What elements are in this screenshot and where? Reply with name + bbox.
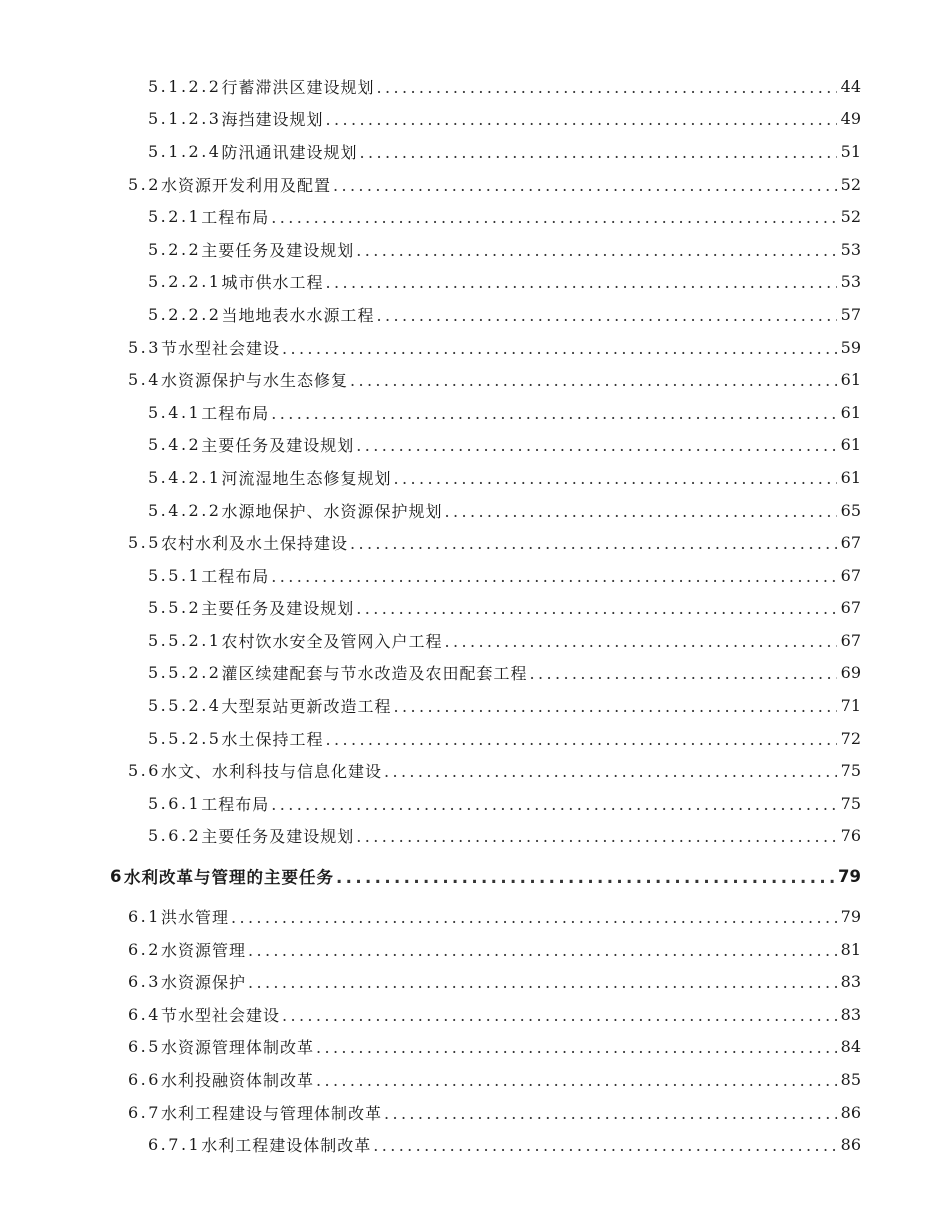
toc-entry-page-number: 53 [840, 272, 861, 292]
toc-entry[interactable] [0, 855, 950, 897]
dot-leader [271, 795, 836, 814]
toc-entry-page-number: 67 [840, 630, 861, 650]
toc-entry-title: 城市供水工程 [221, 273, 324, 293]
toc-entry-page-number: 52 [840, 207, 861, 227]
toc-entry-title: 主要任务及建设规划 [201, 436, 355, 456]
toc-entry-number: 5.1.2.2 [148, 76, 222, 96]
toc-entry-title: 工程布局 [201, 566, 270, 586]
dot-leader [394, 697, 837, 716]
toc-entry-number: 5.1.2.3 [148, 109, 222, 129]
toc-entry-page-number: 83 [840, 972, 861, 992]
toc-entry[interactable] [0, 722, 950, 755]
toc-entry-number: 5.5.2.1 [148, 630, 222, 650]
dot-leader [350, 534, 837, 553]
dot-leader [336, 868, 834, 887]
toc-entry[interactable] [0, 461, 950, 494]
toc-entry[interactable] [0, 168, 950, 201]
toc-entry-title: 水资源保护 [160, 973, 246, 993]
toc-entry-number: 6.1 [128, 907, 161, 927]
toc-entry-title: 水源地保护、水资源保护规划 [221, 501, 443, 521]
toc-entry-number: 5.6.2 [148, 826, 202, 846]
toc-entry-title: 行蓄滞洪区建设规划 [221, 77, 375, 97]
toc-entry-page-number: 85 [840, 1070, 861, 1090]
toc-entry-title: 工程布局 [201, 403, 270, 423]
dot-leader [282, 339, 837, 358]
toc-entry-title: 水土保持工程 [221, 729, 324, 749]
toc-entry-title: 大型泵站更新改造工程 [221, 697, 392, 717]
toc-entry-title: 节水型社会建设 [160, 1005, 280, 1025]
toc-entry-page-number: 83 [840, 1004, 861, 1024]
toc-entry-number: 6.7.1 [148, 1135, 202, 1155]
toc-entry-number: 5.4 [128, 370, 161, 390]
toc-entry-page-number: 61 [840, 402, 861, 422]
toc-entry-title: 水利改革与管理的主要任务 [123, 868, 334, 888]
toc-entry-number: 5.4.2.2 [148, 500, 222, 520]
toc-entry-title: 工程布局 [201, 208, 270, 228]
dot-leader [356, 241, 836, 260]
toc-entry-page-number: 53 [840, 239, 861, 259]
toc-entry-title: 防汛通讯建设规划 [221, 142, 358, 162]
toc-entry-page-number: 67 [840, 598, 861, 618]
toc-entry-page-number: 61 [840, 467, 861, 487]
toc-entry-page-number: 79 [840, 907, 861, 927]
toc-entry-number: 5.2.2.1 [148, 272, 222, 292]
toc-entry-number: 5.5 [128, 533, 161, 553]
toc-entry[interactable] [0, 429, 950, 462]
toc-entry-page-number: 71 [840, 696, 861, 716]
toc-entry-title: 主要任务及建设规划 [201, 599, 355, 619]
toc-entry-title: 主要任务及建设规划 [201, 827, 355, 847]
toc-entry-number: 5.2.1 [148, 207, 202, 227]
toc-entry[interactable] [0, 624, 950, 657]
toc-entry-page-number: 84 [840, 1037, 861, 1057]
toc-entry-title: 河流湿地生态修复规划 [221, 468, 392, 488]
dot-leader [326, 730, 837, 749]
toc-entry-number: 5.4.2 [148, 435, 202, 455]
toc-entry[interactable] [0, 103, 950, 136]
dot-leader [316, 1038, 837, 1057]
dot-leader [271, 567, 836, 586]
toc-entry-title: 农村水利及水土保持建设 [160, 534, 348, 554]
dot-leader [248, 973, 837, 992]
toc-entry-page-number: 75 [840, 793, 861, 813]
toc-entry-page-number: 67 [840, 533, 861, 553]
dot-leader [356, 436, 836, 455]
toc-entry-page-number: 51 [840, 141, 861, 161]
toc-entry-number: 5.1.2.4 [148, 141, 222, 161]
toc-entry[interactable] [0, 689, 950, 722]
toc-entry[interactable] [0, 233, 950, 266]
dot-leader [271, 208, 836, 227]
toc-entry-number: 5.5.2.2 [148, 663, 222, 683]
toc-entry[interactable] [0, 331, 950, 364]
toc-entry-page-number: 81 [840, 939, 861, 959]
toc-entry[interactable] [0, 494, 950, 527]
toc-entry[interactable] [0, 998, 950, 1031]
dot-leader [445, 502, 837, 521]
toc-entry-title: 水资源管理 [160, 940, 246, 960]
toc-entry[interactable] [0, 754, 950, 787]
toc-entry-page-number: 65 [840, 500, 861, 520]
toc-entry-title: 灌区续建配套与节水改造及农田配套工程 [221, 664, 528, 684]
toc-entry-number: 5.4.1 [148, 402, 202, 422]
toc-entry-title: 水利工程建设体制改革 [201, 1136, 372, 1156]
toc-entry-title: 主要任务及建设规划 [201, 240, 355, 260]
dot-leader [333, 176, 837, 195]
toc-entry[interactable] [0, 135, 950, 168]
toc-entry-page-number: 76 [840, 826, 861, 846]
dot-leader [384, 1104, 837, 1123]
toc-entry-title: 工程布局 [201, 794, 270, 814]
toc-entry[interactable] [0, 787, 950, 820]
toc-entry-title: 当地地表水水源工程 [221, 305, 375, 325]
toc-entry-page-number: 79 [838, 866, 861, 886]
dot-leader [350, 371, 837, 390]
toc-entry-title: 水利工程建设与管理体制改革 [160, 1103, 382, 1123]
toc-entry-page-number: 69 [840, 663, 861, 683]
toc-entry-number: 5.2 [128, 174, 161, 194]
toc-entry-number: 5.2.2 [148, 239, 202, 259]
dot-leader [282, 1006, 837, 1025]
toc-entry[interactable] [0, 1031, 950, 1064]
toc-entry-page-number: 49 [840, 109, 861, 129]
toc-entry[interactable] [0, 298, 950, 331]
toc-entry-page-number: 86 [840, 1102, 861, 1122]
dot-leader [445, 632, 837, 651]
toc-entry-page-number: 52 [840, 174, 861, 194]
toc-entry-number: 6.3 [128, 972, 161, 992]
toc-entry-number: 5.5.2.4 [148, 696, 222, 716]
toc-entry-title: 水利投融资体制改革 [160, 1071, 314, 1091]
toc-entry-number: 5.6.1 [148, 793, 202, 813]
toc-entry-page-number: 75 [840, 761, 861, 781]
dot-leader [271, 404, 836, 423]
toc-entry-title: 海挡建设规划 [221, 110, 324, 130]
toc-entry-title: 水文、水利科技与信息化建设 [160, 762, 382, 782]
dot-leader [384, 762, 837, 781]
toc-entry-title: 节水型社会建设 [160, 338, 280, 358]
toc-entry[interactable] [0, 657, 950, 690]
toc-entry[interactable] [0, 70, 950, 103]
toc-entry-title: 农村饮水安全及管网入户工程 [221, 631, 443, 651]
toc-entry[interactable] [0, 396, 950, 429]
toc-entry-number: 6 [110, 866, 124, 886]
toc-entry-number: 6.7 [128, 1102, 161, 1122]
toc-entry-page-number: 72 [840, 728, 861, 748]
toc-entry-number: 5.4.2.1 [148, 467, 222, 487]
toc-entry-number: 5.3 [128, 337, 161, 357]
toc-entry[interactable] [0, 592, 950, 625]
dot-leader [394, 469, 837, 488]
toc-entry-page-number: 61 [840, 370, 861, 390]
toc-entry[interactable] [0, 900, 950, 933]
toc-entry[interactable] [0, 820, 950, 853]
toc-entry-title: 水资源保护与水生态修复 [160, 371, 348, 391]
dot-leader [356, 599, 836, 618]
toc-entry[interactable] [0, 266, 950, 299]
toc-entry-page-number: 59 [840, 337, 861, 357]
dot-leader [373, 1136, 836, 1155]
dot-leader [377, 306, 837, 325]
toc-entry[interactable] [0, 1063, 950, 1096]
toc-entry-number: 5.2.2.2 [148, 304, 222, 324]
dot-leader [326, 110, 837, 129]
toc-entry-number: 6.6 [128, 1070, 161, 1090]
toc-entry[interactable] [0, 1096, 950, 1129]
table-of-contents [0, 70, 950, 1161]
toc-entry[interactable] [0, 200, 950, 233]
toc-entry-title: 水资源管理体制改革 [160, 1038, 314, 1058]
toc-entry-number: 6.5 [128, 1037, 161, 1057]
toc-entry-number: 5.5.2.5 [148, 728, 222, 748]
toc-entry[interactable] [0, 526, 950, 559]
toc-entry-number: 6.4 [128, 1004, 161, 1024]
dot-leader [248, 941, 837, 960]
dot-leader [377, 78, 837, 97]
dot-leader [316, 1071, 837, 1090]
dot-leader [231, 908, 837, 927]
toc-entry-page-number: 86 [840, 1135, 861, 1155]
toc-entry[interactable] [0, 965, 950, 998]
toc-entry[interactable] [0, 363, 950, 396]
dot-leader [360, 143, 837, 162]
toc-entry-number: 5.5.1 [148, 565, 202, 585]
toc-entry[interactable] [0, 1128, 950, 1161]
dot-leader [356, 827, 836, 846]
toc-entry-page-number: 61 [840, 435, 861, 455]
toc-entry-number: 5.6 [128, 761, 161, 781]
toc-entry-title: 水资源开发利用及配置 [160, 175, 331, 195]
toc-entry-number: 5.5.2 [148, 598, 202, 618]
toc-entry-number: 6.2 [128, 939, 161, 959]
toc-entry-title: 洪水管理 [160, 908, 229, 928]
toc-entry-page-number: 67 [840, 565, 861, 585]
dot-leader [326, 273, 837, 292]
dot-leader [530, 664, 837, 683]
toc-entry[interactable] [0, 559, 950, 592]
toc-entry[interactable] [0, 933, 950, 966]
toc-entry-page-number: 57 [840, 304, 861, 324]
toc-entry-page-number: 44 [840, 76, 861, 96]
